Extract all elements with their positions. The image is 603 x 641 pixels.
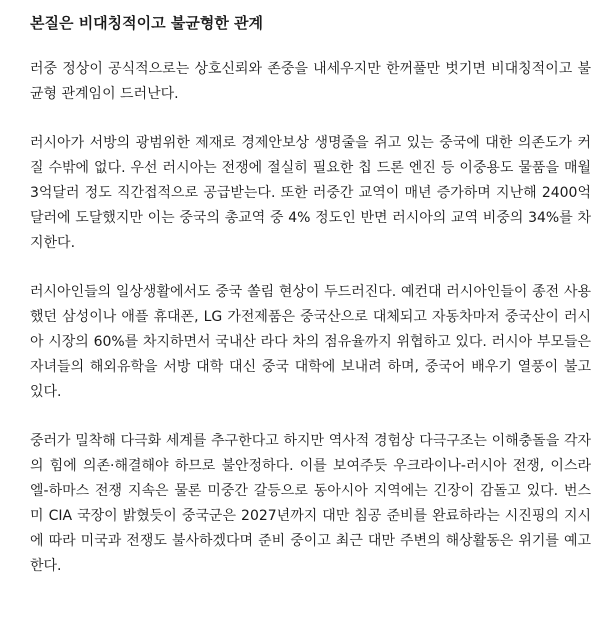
article-paragraph-4: 중러가 밀착해 다극화 세계를 추구한다고 하지만 역사적 경험상 다극구조는 이해충돌을 각자의 힘에 의존·해결해야 하므로 불안정하다. 이를 보여주듯 우크라이나-러시아 전쟁, 이스라엘-하마스 전쟁 지속은 물론 미중간 갈등으로 동아시아 지역에는 긴장이 감돌고 있다. 번스 미 CIA 국장이 밝혔듯이 중국군은 2027년까지 대만 침공 준비를 완료하라는 시진핑의 지시에 따라 미국과 전쟁도 불사하겠다며 준비 중이고 최근 대만 주변의 해상활동은 위기를 예고한다. (30, 433, 591, 574)
article-paragraph-1: 러중 정상이 공식적으로는 상호신뢰와 존중을 내세우지만 한꺼풀만 벗기면 비대칭적이고 불균형 관계임이 드러난다. (30, 61, 591, 102)
article-heading: 본질은 비대칭적이고 불균형한 관계 (30, 14, 264, 32)
article-paragraph-2: 러시아가 서방의 광범위한 제재로 경제안보상 생명줄을 쥐고 있는 중국에 대한 의존도가 커질 수밖에 없다. 우선 러시아는 전쟁에 절실히 필요한 칩 드론 엔진 등 이중용도 물품을 매월 3억달러 정도 직간접적으로 공급받는다. 또한 러중간 교역이 매년 증가하며 지난해 2400억달러에 도달했지만 이는 중국의 총교역 중 4% 정도인 반면 러시아의 교역 비중의 34%를 차지한다. (30, 135, 591, 251)
article-paragraph-3: 러시아인들의 일상생활에서도 중국 쏠림 현상이 두드러진다. 예컨대 러시아인들이 종전 사용했던 삼성이나 애플 휴대폰, LG 가전제품은 중국산으로 대체되고 자동차마저 중국산이 러시아 시장의 60%를 차지하면서 국내산 라다 차의 점유율까지 위협하고 있다. 러시아 부모들은 자녀들의 해외유학을 서방 대학 대신 중국 대학에 보내려 하며, 중국어 배우기 열풍이 불고 있다. (30, 284, 591, 400)
